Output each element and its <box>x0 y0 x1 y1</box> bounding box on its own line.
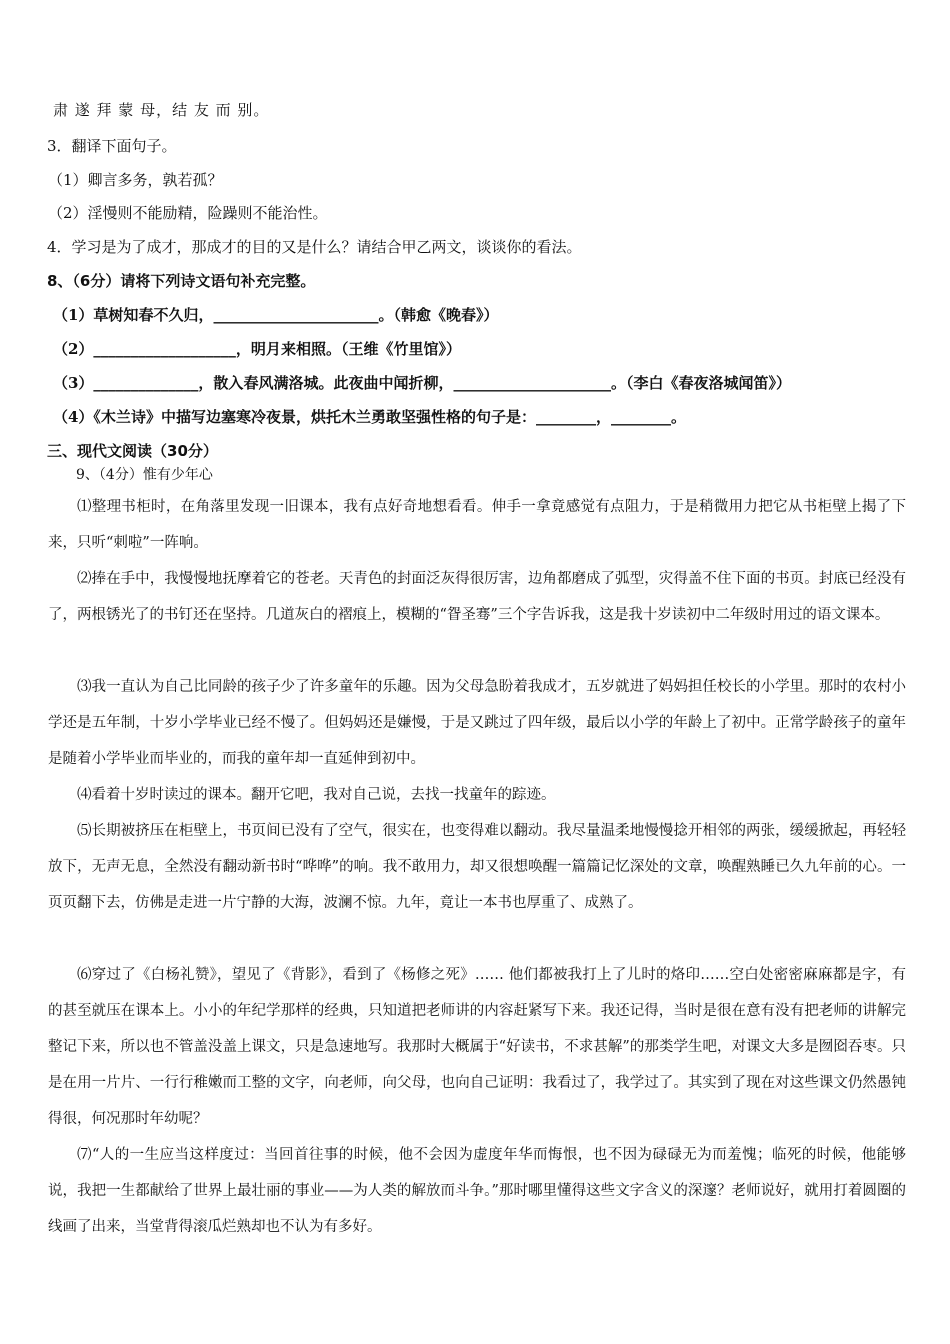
paragraph-5: ⑸长期被挤压在柜壁上，书页间已没有了空气，很实在，也变得难以翻动。我尽量温柔地慢慢捻开相邻的两张，缓缓掀起，再轻轻放下，无声无息，全然没有翻动新书时“哗哗”的响。我不敢用力，却又很想唤醒一篇篇记忆深处的文章，唤醒熟睡已久九年前的心。一页页翻下去，仿佛是走进一片宁静的大海，波澜不惊。九年，竟让一本书也厚重了、成熟了。 <box>48 823 906 911</box>
question-4: 4．学习是为了成才，那成才的目的又是什么？请结合甲乙两文，谈谈你的看法。 <box>47 238 582 256</box>
paragraph-6: ⑹穿过了《白杨礼赞》，望见了《背影》，看到了《杨修之死》…… 他们都被我打上了儿时的烙印……空白处密密麻麻都是字，有的甚至就压在课本上。小小的年纪学那样的经典，只知道把老师讲的内容赶紧写下来。我还记得，当时是很在意有没有把老师的讲解完整记下来，所以也不管盖没盖上课文，只是急速地写。我那时大概属于“好读书，不求甚解”的那类学生吧，对课文大多是囫囵吞枣。只是在用一片片、一行行稚嫩而工整的文字，向老师，向父母，也向自己证明：我看过了，我学过了。其实到了现在对这些课文仍然愚钝得很，何况那时年幼呢？ <box>48 967 906 1127</box>
question-8-item-4: （4）《木兰诗》中描写边塞寒冷夜景，烘托木兰勇敢坚强性格的句子是：________，________。 <box>53 408 686 426</box>
paragraph-4: ⑷看着十岁时读过的课本。翻开它吧，我对自己说，去找一找童年的踪迹。 <box>77 787 556 803</box>
paragraph-7: ⑺“人的一生应当这样度过：当回首往事的时候，他不会因为虚度年华而悔恨，也不因为碌碌无为而羞愧；临死的时候，他能够说，我把一生都献给了世界上最壮丽的事业——为人类的解放而斗争。”那时哪里懂得这些文字含义的深邃？老师说好，就用打着圆圈的线画了出来，当堂背得滚瓜烂熟却也不认为有多好。 <box>48 1147 906 1235</box>
question-8-item-1: （1）草树知春不久归，______________________。（韩愈《晚春》） <box>53 306 499 324</box>
paragraph-3: ⑶我一直认为自己比同龄的孩子少了许多童年的乐趣。因为父母急盼着我成才，五岁就进了妈妈担任校长的小学里。那时的农村小学还是五年制，十岁小学毕业已经不慢了。但妈妈还是嫌慢，于是又跳过了四年级，最后以小学的年龄上了初中。正常学龄孩子的童年是随着小学毕业而毕业的，而我的童年却一直延伸到初中。 <box>48 679 906 767</box>
paragraph-2: ⑵捧在手中，我慢慢地抚摩着它的苍老。天青色的封面泛灰得很厉害，边角都磨成了弧型，灾得盖不住下面的书页。封底已经没有了，两根锈光了的书钉还在坚持。几道灰白的褶痕上，模糊的“眢圣骞”三个字告诉我，这是我十岁读初中二年级时用过的语文课本。 <box>48 571 906 623</box>
question-3-item-2: （2）淫慢则不能励精，险躁则不能治性。 <box>48 204 328 222</box>
question-8-item-3: （3）______________，散入春风满洛城。此夜曲中闻折柳，_____________________。（李白《春夜洛城闻笛》） <box>53 374 791 392</box>
question-8: 8、（6分）请将下列诗文语句补充完整。 <box>47 272 316 290</box>
paragraph-1: ⑴整理书柜时，在角落里发现一旧课本，我有点好奇地想看看。伸手一拿竟感觉有点阻力，于是稍微用力把它从书柜壁上揭了下来，只听“刺啦”一阵响。 <box>48 499 906 551</box>
question-3: 3．翻译下面句子。 <box>47 137 177 155</box>
text-line-1: 肃 遂 拜 蒙 母，结 友 而 别。 <box>53 101 270 119</box>
question-9-title: 9、（4分）惟有少年心 <box>76 467 213 483</box>
section-3-heading: 三、现代文阅读（30分） <box>47 442 218 460</box>
question-8-item-2: （2）___________________，明月来相照。（王维《竹里馆》） <box>53 340 461 358</box>
question-3-item-1: （1）卿言多务，孰若孤？ <box>48 171 223 189</box>
